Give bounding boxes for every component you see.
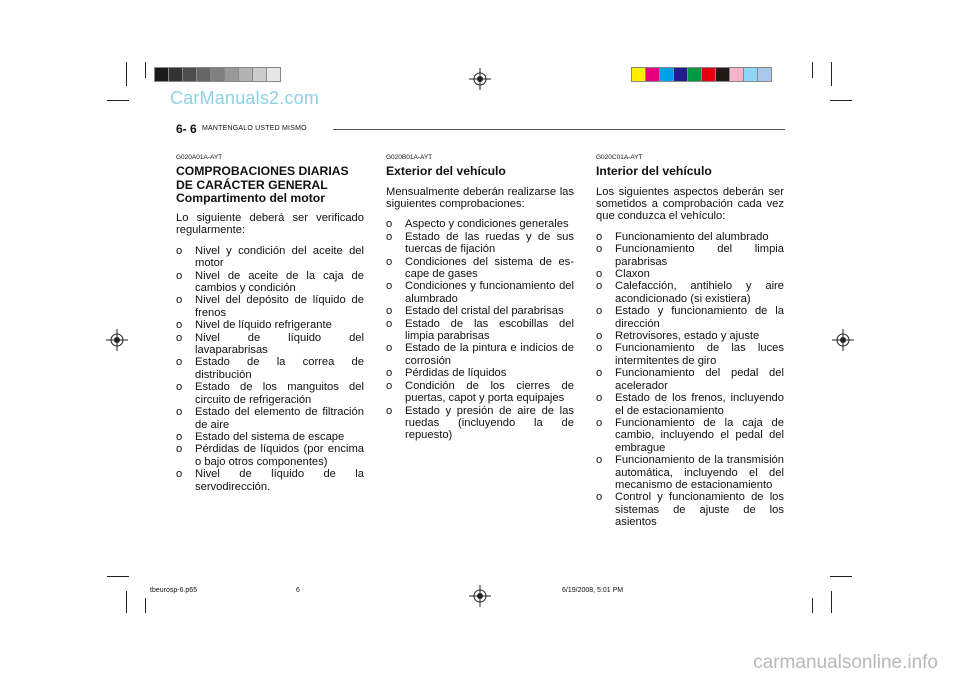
list-item: o Nivel de líquido de la servodirección. [176, 468, 364, 493]
footer-datetime: 6/19/2008, 5:01 PM [562, 587, 624, 594]
section-heading: COMPROBACIONES DIARIAS DE CARÁCTER GENERAL Compartimento del motor [176, 164, 349, 205]
list-item: o Estado y presión de aire de las ruedas (incluyendo la de repuesto) [386, 405, 574, 442]
intro-paragraph: Mensualmente deberán realizarse las siguientes comprobaciones: [386, 185, 574, 211]
color-swatch [660, 68, 673, 81]
list-item: o Estado de las escobillas del limpia parabrisas [386, 318, 574, 343]
column-engine [176, 152, 364, 493]
list-item: o Condición de los cierres de puertas, capot y porta equipajes [386, 380, 574, 405]
color-swatch [253, 68, 266, 81]
list-item: o Funcionamiento de la caja de cambio, incluyendo el pedal del embrague [596, 417, 784, 454]
section-code: G020C01A-AYT [596, 154, 643, 161]
list-item: o Funcionamiento del pedal del acelerador [596, 367, 784, 392]
color-swatch [730, 68, 743, 81]
carmanuals-watermark-link[interactable]: CarManuals2.com [170, 88, 320, 108]
list-item: o Estado de las ruedas y de sus tuercas de fijación [386, 231, 574, 256]
list-item: o Funcionamiento del alumbrado [596, 231, 784, 243]
column-exterior [386, 152, 574, 442]
list-item: o Estado del elemento de filtración de aire [176, 406, 364, 431]
checklist [386, 218, 574, 441]
list-item: o Funcionamiento de la transmisión automática, incluyendo el del mecanismo de estacionamiento [596, 454, 784, 491]
checklist [596, 231, 784, 529]
page-number: 6- 6 [176, 122, 197, 136]
list-item: o Nivel y condición del aceite del motor [176, 245, 364, 270]
color-swatch [183, 68, 196, 81]
list-item: o Nivel de líquido refrigerante [176, 319, 364, 331]
list-item: o Pérdidas de líquidos (por encima o bajo otros componentes) [176, 443, 364, 468]
list-item: o Funcionamiento de las luces intermitentes de giro [596, 342, 784, 367]
list-item: o Control y funcionamiento de los sistemas de ajuste de los asientos [596, 491, 784, 528]
registration-mark-icon [106, 329, 128, 351]
list-item: o Funcionamiento del limpia parabrisas [596, 243, 784, 268]
list-item: o Nivel de aceite de la caja de cambios y condición [176, 270, 364, 295]
intro-paragraph: Lo siguiente deberá ser verificado regularmente: [176, 212, 364, 237]
list-item: o Estado y funcionamiento de la dirección [596, 305, 784, 330]
color-swatch [716, 68, 729, 81]
color-swatch [632, 68, 645, 81]
registration-mark-icon [469, 585, 491, 607]
color-swatch [744, 68, 757, 81]
checklist [176, 245, 364, 493]
color-swatch [211, 68, 224, 81]
color-swatch [674, 68, 687, 81]
list-item: o Estado del sistema de escape [176, 431, 364, 443]
color-swatch [169, 68, 182, 81]
list-item: o Estado del cristal del parabrisas [386, 305, 574, 317]
footer-filename: tbeurosp-6.p65 [150, 587, 198, 594]
section-code: G020B01A-AYT [386, 154, 433, 161]
color-swatch [155, 68, 168, 81]
list-item: o Nivel de líquido del lavaparabrisas [176, 332, 364, 357]
list-item: o Calefacción, antihielo y aire acondicionado (si existiera) [596, 280, 784, 305]
list-item: o Estado de la correa de distribución [176, 356, 364, 381]
registration-mark-icon [832, 329, 854, 351]
site-watermark-link[interactable]: carmanualsonline.info [753, 652, 938, 673]
registration-mark-icon [469, 68, 491, 90]
color-swatch [267, 68, 280, 81]
section-heading: Interior del vehículo [596, 164, 712, 179]
color-swatch [702, 68, 715, 81]
color-swatch [758, 68, 771, 81]
color-swatch [225, 68, 238, 81]
list-item: o Claxon [596, 268, 784, 280]
list-item: o Retrovisores, estado y ajuste [596, 330, 784, 342]
color-swatch [239, 68, 252, 81]
list-item: o Condiciones y funcionamiento del alumbrado [386, 280, 574, 305]
column-interior [596, 152, 784, 529]
list-item: o Estado de la pintura e indicios de corrosión [386, 342, 574, 367]
intro-paragraph: Los siguientes aspectos deberán ser sometidos a comprobación cada vez que conduzca el vehículo: [596, 185, 784, 223]
list-item: o Aspecto y condiciones generales [386, 218, 574, 230]
color-swatch [197, 68, 210, 81]
header-divider [333, 129, 785, 130]
color-swatch [688, 68, 701, 81]
list-item: o Condiciones del sistema de es-cape de gases [386, 256, 574, 281]
list-item: o Estado de los frenos, incluyendo el de estacionamiento [596, 392, 784, 417]
list-item: o Nivel del depósito de líquido de frenos [176, 294, 364, 319]
section-title: MANTENGALO USTED MISMO [202, 125, 307, 132]
color-swatch [646, 68, 659, 81]
list-item: o Estado de los manguitos del circuito de refrigeración [176, 381, 364, 406]
footer-page: 6 [296, 587, 300, 594]
section-heading: Exterior del vehículo [386, 164, 506, 179]
section-code: G020A01A-AYT [176, 154, 223, 161]
list-item: o Pérdidas de líquidos [386, 367, 574, 379]
